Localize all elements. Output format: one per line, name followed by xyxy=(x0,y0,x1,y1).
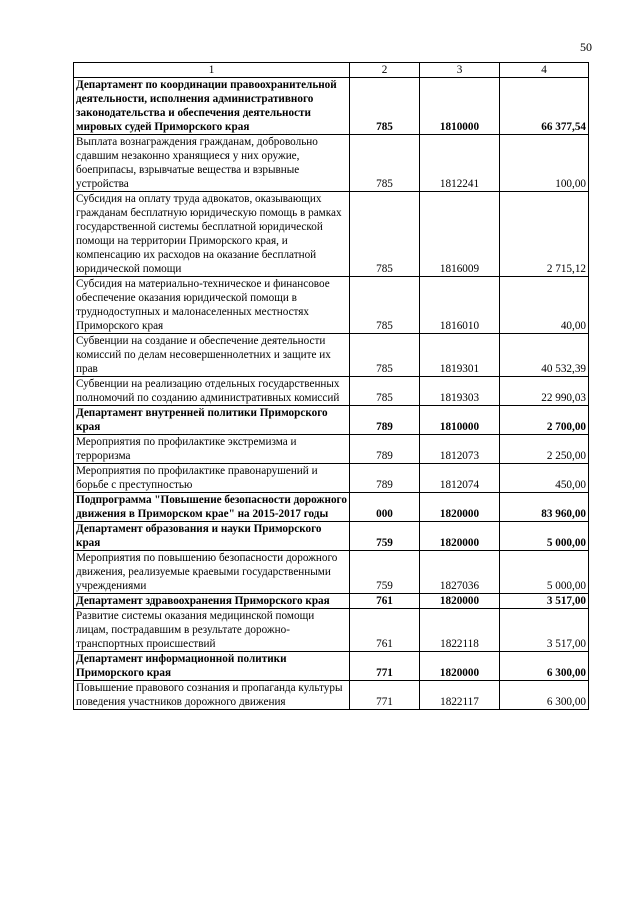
table-row xyxy=(74,551,589,594)
row-department-code: 785 xyxy=(350,78,420,135)
row-target-code: 1820000 xyxy=(420,594,500,609)
row-department-code: 785 xyxy=(350,135,420,192)
row-department-code: 789 xyxy=(350,435,420,464)
row-target-code: 1816009 xyxy=(420,192,500,277)
row-description: Мероприятия по профилактике экстремизма и терроризма xyxy=(74,435,350,464)
row-description: Субвенции на реализацию отдельных государственных полномочий по созданию административных комиссий xyxy=(74,377,350,406)
row-description: Мероприятия по профилактике правонарушений и борьбе с преступностью xyxy=(74,464,350,493)
row-department-code: 789 xyxy=(350,464,420,493)
row-target-code: 1819303 xyxy=(420,377,500,406)
row-department-code: 000 xyxy=(350,493,420,522)
table-row xyxy=(74,609,589,652)
row-target-code: 1812241 xyxy=(420,135,500,192)
row-description: Департамент образования и науки Приморского края xyxy=(74,522,350,551)
row-amount: 3 517,00 xyxy=(500,609,589,652)
row-target-code: 1822118 xyxy=(420,609,500,652)
row-amount: 40,00 xyxy=(500,277,589,334)
table-row xyxy=(74,681,589,710)
row-amount: 40 532,39 xyxy=(500,334,589,377)
page-number: 50 xyxy=(580,40,592,54)
table-body xyxy=(74,78,589,710)
row-target-code: 1827036 xyxy=(420,551,500,594)
row-amount: 5 000,00 xyxy=(500,551,589,594)
row-target-code: 1820000 xyxy=(420,652,500,681)
row-description: Субсидия на материально-техническое и финансовое обеспечение оказания юридической помощи в труднодоступных и малонаселенных местностях Приморского края xyxy=(74,277,350,334)
table-row xyxy=(74,652,589,681)
row-amount: 2 700,00 xyxy=(500,406,589,435)
row-amount: 100,00 xyxy=(500,135,589,192)
table-row xyxy=(74,334,589,377)
row-target-code: 1812074 xyxy=(420,464,500,493)
row-department-code: 785 xyxy=(350,377,420,406)
table-row xyxy=(74,435,589,464)
table-row xyxy=(74,464,589,493)
row-department-code: 785 xyxy=(350,192,420,277)
row-description: Субвенции на создание и обеспечение деятельности комиссий по делам несовершеннолетних и защите их прав xyxy=(74,334,350,377)
row-amount: 83 960,00 xyxy=(500,493,589,522)
table-row xyxy=(74,493,589,522)
row-amount: 66 377,54 xyxy=(500,78,589,135)
row-amount: 450,00 xyxy=(500,464,589,493)
row-description: Выплата вознаграждения гражданам, добровольно сдавшим незаконно хранящиеся у них оружие, боеприпасы, взрывчатые вещества и взрывные устройства xyxy=(74,135,350,192)
row-department-code: 785 xyxy=(350,277,420,334)
row-description: Подпрограмма "Повышение безопасности дорожного движения в Приморском крае" на 2015-2017 годы xyxy=(74,493,350,522)
row-target-code: 1812073 xyxy=(420,435,500,464)
row-description: Развитие системы оказания медицинской помощи лицам, пострадавшим в результате дорожно-транспортных происшествий xyxy=(74,609,350,652)
table-row xyxy=(74,594,589,609)
row-description: Департамент внутренней политики Приморского края xyxy=(74,406,350,435)
budget-table xyxy=(73,62,589,710)
row-amount: 3 517,00 xyxy=(500,594,589,609)
table-row xyxy=(74,406,589,435)
row-target-code: 1810000 xyxy=(420,406,500,435)
row-description: Департамент здравоохранения Приморского края xyxy=(74,594,350,609)
row-department-code: 771 xyxy=(350,652,420,681)
row-target-code: 1820000 xyxy=(420,522,500,551)
row-description: Повышение правового сознания и пропаганда культуры поведения участников дорожного движения xyxy=(74,681,350,710)
row-department-code: 761 xyxy=(350,609,420,652)
row-target-code: 1820000 xyxy=(420,493,500,522)
row-amount: 2 250,00 xyxy=(500,435,589,464)
table-row xyxy=(74,277,589,334)
header-cell: 2 xyxy=(350,63,420,78)
row-target-code: 1822117 xyxy=(420,681,500,710)
row-target-code: 1819301 xyxy=(420,334,500,377)
row-description: Субсидия на оплату труда адвокатов, оказывающих гражданам бесплатную юридическую помощь в рамках государственной системы бесплатной юридической помощи на территории Приморского края, и компенсацию их расходов на оказание бесплатной юридической помощи xyxy=(74,192,350,277)
row-amount: 6 300,00 xyxy=(500,652,589,681)
header-cell: 4 xyxy=(500,63,589,78)
row-amount: 22 990,03 xyxy=(500,377,589,406)
table-row xyxy=(74,192,589,277)
table-row xyxy=(74,135,589,192)
header-row xyxy=(74,63,589,78)
row-description: Департамент информационной политики Приморского края xyxy=(74,652,350,681)
header-cell: 3 xyxy=(420,63,500,78)
row-amount: 2 715,12 xyxy=(500,192,589,277)
row-amount: 6 300,00 xyxy=(500,681,589,710)
row-department-code: 771 xyxy=(350,681,420,710)
table-row xyxy=(74,78,589,135)
table-row xyxy=(74,522,589,551)
row-department-code: 789 xyxy=(350,406,420,435)
row-department-code: 759 xyxy=(350,522,420,551)
row-department-code: 759 xyxy=(350,551,420,594)
row-department-code: 761 xyxy=(350,594,420,609)
row-target-code: 1816010 xyxy=(420,277,500,334)
row-description: Департамент по координации правоохранительной деятельности, исполнения административного законодательства и обеспечения деятельности мировых судей Приморского края xyxy=(74,78,350,135)
row-description: Мероприятия по повышению безопасности дорожного движения, реализуемые краевыми государственными учреждениями xyxy=(74,551,350,594)
row-department-code: 785 xyxy=(350,334,420,377)
table-row xyxy=(74,377,589,406)
row-target-code: 1810000 xyxy=(420,78,500,135)
row-amount: 5 000,00 xyxy=(500,522,589,551)
header-cell: 1 xyxy=(74,63,350,78)
